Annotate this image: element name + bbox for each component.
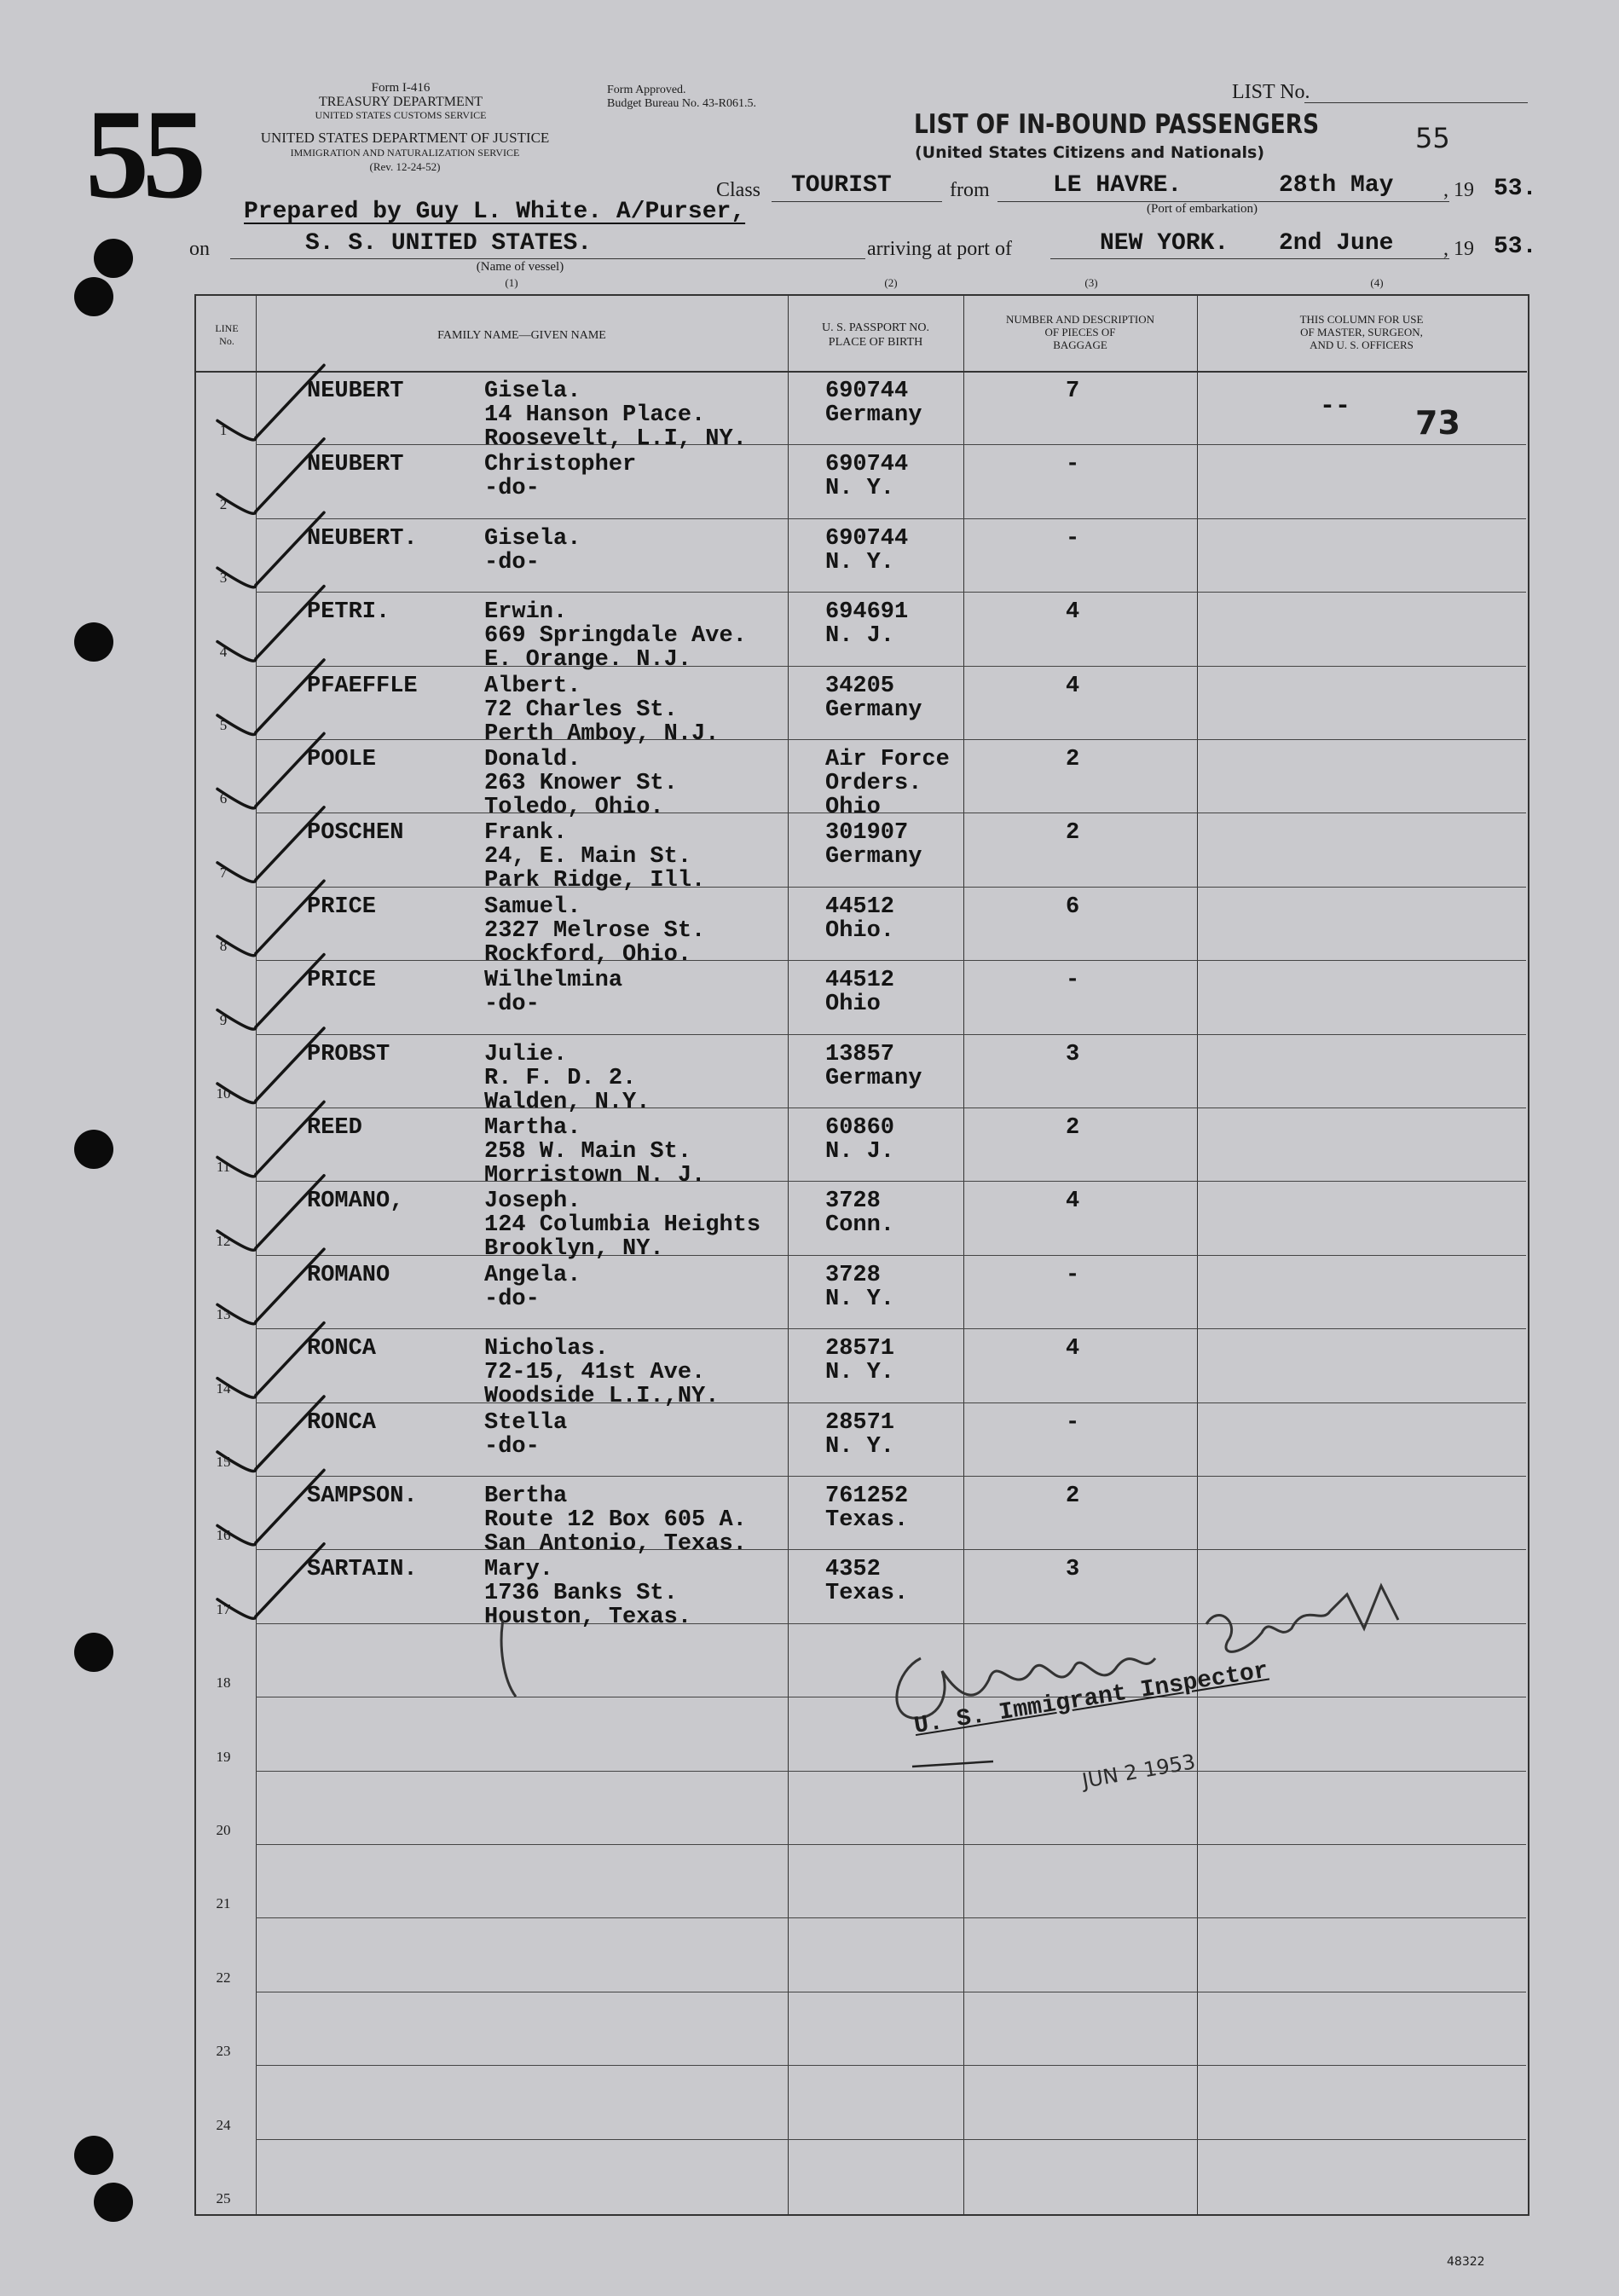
line-number: 11 <box>216 1159 231 1176</box>
given-name-address: Nicholas. 72-15, 41st Ave. Woodside L.I.,NY. <box>484 1336 720 1410</box>
line-number: 9 <box>219 1011 228 1028</box>
stamp-date: JUN 2 1953 <box>1080 1749 1198 1793</box>
customs-service: UNITED STATES CUSTOMS SERVICE <box>315 109 487 121</box>
passport-birthplace: 34205 Germany <box>825 673 922 723</box>
budget-bureau: Budget Bureau No. 43-R061.5. <box>607 97 756 110</box>
check-mark <box>217 1176 324 1251</box>
passport-birthplace: 690744 N. Y. <box>825 525 909 575</box>
header-passport: U. S. PASSPORT NO. PLACE OF BIRTH <box>822 321 929 349</box>
page-number-stamp: 55 <box>85 84 199 225</box>
family-name: PETRI. <box>307 599 390 626</box>
form-code: 48322 <box>1447 2255 1485 2269</box>
family-name: SARTAIN. <box>307 1557 418 1583</box>
check-mark <box>217 439 324 514</box>
line-number: 20 <box>216 1822 231 1838</box>
baggage-count: 4 <box>1066 673 1080 699</box>
given-name-address: Erwin. 669 Springdale Ave. E. Orange. N.J. <box>484 599 747 674</box>
baggage-count: - <box>1066 1262 1080 1288</box>
line-number: 7 <box>219 864 228 881</box>
baggage-count: - <box>1066 1409 1080 1436</box>
family-name: SAMPSON. <box>307 1483 418 1509</box>
check-mark <box>217 1470 324 1545</box>
family-name: POSCHEN <box>307 820 404 847</box>
line-number: 21 <box>216 1895 231 1912</box>
passport-birthplace: 694691 N. J. <box>825 599 909 650</box>
header-line-no: LINE No. <box>215 322 239 347</box>
line-number: 16 <box>216 1527 231 1544</box>
line-number: 5 <box>219 717 228 733</box>
officer-note-dash: -- <box>1320 392 1351 421</box>
officer-note-count: 73 <box>1415 404 1460 442</box>
check-mark <box>217 1544 324 1619</box>
line-number: 19 <box>216 1748 231 1765</box>
family-name: NEUBERT. <box>307 525 418 552</box>
on-label: on <box>189 238 210 260</box>
passport-birthplace: 44512 Ohio. <box>825 894 895 944</box>
passport-birthplace: 44512 Ohio <box>825 968 895 1018</box>
year-prefix-2: , 19 <box>1443 238 1474 260</box>
check-mark <box>217 1323 324 1398</box>
check-mark <box>217 1028 324 1103</box>
line-number: 4 <box>219 643 228 660</box>
given-name-address: Julie. R. F. D. 2. Walden, N.Y. <box>484 1041 650 1115</box>
given-name-address: Albert. 72 Charles St. Perth Amboy, N.J. <box>484 673 720 747</box>
line-number: 12 <box>216 1232 231 1249</box>
line-number: 8 <box>219 938 228 955</box>
baggage-count: - <box>1066 525 1080 552</box>
embarkation-year: 53. <box>1494 176 1537 202</box>
given-name-address: Mary. 1736 Banks St. Houston, Texas. <box>484 1557 692 1631</box>
passport-birthplace: 13857 Germany <box>825 1041 922 1091</box>
class-value: TOURIST <box>791 172 892 199</box>
check-mark <box>217 807 324 882</box>
given-name-address: Bertha Route 12 Box 605 A. San Antonio, Texas. <box>484 1483 747 1557</box>
line-number: 3 <box>219 570 228 587</box>
baggage-count: 2 <box>1066 1115 1080 1141</box>
passport-birthplace: 3728 N. Y. <box>825 1262 895 1312</box>
given-name-address: Christopher -do- <box>484 452 637 502</box>
passport-birthplace: 761252 Texas. <box>825 1483 909 1533</box>
check-mark <box>217 512 324 587</box>
baggage-count: - <box>1066 452 1080 478</box>
arrival-port: NEW YORK. <box>1100 230 1229 257</box>
col-number-4: (4) <box>1370 276 1384 289</box>
baggage-count: 3 <box>1066 1557 1080 1583</box>
check-mark <box>217 660 324 735</box>
col-number-3: (3) <box>1084 276 1098 289</box>
check-mark <box>217 1102 324 1177</box>
family-name: NEUBERT <box>307 452 404 478</box>
line-number: 14 <box>216 1379 231 1397</box>
given-name-address: Martha. 258 W. Main St. Morristown N. J. <box>484 1115 706 1188</box>
line-number: 18 <box>216 1674 231 1692</box>
line-number: 1 <box>219 422 228 439</box>
baggage-count: 4 <box>1066 1188 1080 1215</box>
treasury-dept: TREASURY DEPARTMENT <box>318 95 483 109</box>
from-label: from <box>950 179 990 201</box>
col-number-1: (1) <box>505 276 518 289</box>
line-number: 17 <box>216 1600 231 1617</box>
baggage-count: 7 <box>1066 379 1080 404</box>
passport-birthplace: 4352 Texas. <box>825 1557 909 1607</box>
inspector-signature <box>501 1586 1398 1718</box>
class-label: Class <box>716 179 761 201</box>
given-name-address: Donald. 263 Knower St. Toledo, Ohio. <box>484 747 678 820</box>
baggage-count: 6 <box>1066 894 1080 920</box>
vessel-caption: (Name of vessel) <box>476 260 564 274</box>
vessel-name: S. S. UNITED STATES. <box>305 230 593 257</box>
baggage-count: 2 <box>1066 1483 1080 1509</box>
check-mark <box>217 881 324 956</box>
passport-birthplace: 60860 N. J. <box>825 1115 895 1165</box>
line-number: 23 <box>216 2043 231 2060</box>
family-name: PFAEFFLE <box>307 673 418 699</box>
given-name-address: Gisela. 14 Hanson Place. Roosevelt, L.I, NY. <box>484 379 747 452</box>
family-name: PRICE <box>307 968 377 994</box>
family-name: PRICE <box>307 894 377 920</box>
family-name: ROMANO, <box>307 1188 404 1215</box>
family-name: REED <box>307 1115 362 1141</box>
port-caption: (Port of embarkation) <box>1147 202 1258 216</box>
header-name: FAMILY NAME—GIVEN NAME <box>437 329 606 342</box>
passport-birthplace: 690744 N. Y. <box>825 452 909 502</box>
line-number: 2 <box>219 495 228 512</box>
baggage-count: 2 <box>1066 820 1080 847</box>
col-number-2: (2) <box>884 276 898 289</box>
line-number: 10 <box>216 1085 231 1102</box>
check-mark <box>217 1249 324 1324</box>
immigration-service: IMMIGRATION AND NATURALIZATION SERVICE <box>290 147 520 159</box>
year-prefix-1: , 19 <box>1443 179 1474 201</box>
check-mark <box>217 365 324 440</box>
passport-birthplace: 28571 N. Y. <box>825 1409 895 1460</box>
passport-birthplace: 690744 Germany <box>825 379 922 428</box>
family-name: RONCA <box>307 1409 377 1436</box>
arrival-year: 53. <box>1494 234 1537 260</box>
given-name-address: Stella -do- <box>484 1409 568 1460</box>
header-officers: THIS COLUMN FOR USE OF MASTER, SURGEON, AND U. S. OFFICERS <box>1299 313 1424 351</box>
baggage-count: 4 <box>1066 1336 1080 1362</box>
line-number: 25 <box>216 2190 231 2206</box>
baggage-count: 2 <box>1066 747 1080 772</box>
form-revision: (Rev. 12-24-52) <box>369 160 441 173</box>
family-name: POOLE <box>307 747 377 772</box>
prepared-by: Prepared by Guy L. White. A/Purser, <box>244 199 746 225</box>
passport-birthplace: Air Force Orders. Ohio <box>825 747 950 820</box>
passport-birthplace: 301907 Germany <box>825 820 922 870</box>
passport-birthplace: 28571 N. Y. <box>825 1336 895 1386</box>
line-number: 6 <box>219 790 228 807</box>
arriving-label: arriving at port of <box>867 238 1012 260</box>
port-of-embarkation: LE HAVRE. <box>1053 172 1182 199</box>
check-mark <box>217 587 324 662</box>
header-baggage: NUMBER AND DESCRIPTION OF PIECES OF BAGGAGE <box>1005 313 1155 351</box>
family-name: NEUBERT <box>307 379 404 404</box>
page-subtitle: (United States Citizens and Nationals) <box>915 143 1265 162</box>
page-title: LIST OF IN-BOUND PASSENGERS <box>914 109 1320 140</box>
line-number: 15 <box>216 1454 231 1470</box>
passport-birthplace: 3728 Conn. <box>825 1188 895 1239</box>
list-no-label: LIST No. <box>1232 81 1310 103</box>
given-name-address: Gisela. -do- <box>484 525 581 575</box>
family-name: RONCA <box>307 1336 377 1362</box>
justice-dept: UNITED STATES DEPARTMENT OF JUSTICE <box>260 130 550 146</box>
arrival-date: 2nd June <box>1279 230 1394 257</box>
given-name-address: Frank. 24, E. Main St. Park Ridge, Ill. <box>484 820 706 894</box>
family-name: PROBST <box>307 1041 390 1067</box>
given-name-address: Samuel. 2327 Melrose St. Rockford, Ohio. <box>484 894 706 968</box>
line-number: 13 <box>216 1306 231 1323</box>
given-name-address: Joseph. 124 Columbia Heights Brooklyn, NY. <box>484 1188 761 1263</box>
baggage-count: 3 <box>1066 1041 1080 1067</box>
baggage-count: 4 <box>1066 599 1080 626</box>
check-mark <box>217 955 324 1030</box>
baggage-count: - <box>1066 968 1080 994</box>
check-mark <box>217 1397 324 1472</box>
line-number: 22 <box>216 1969 231 1986</box>
check-mark <box>217 733 324 808</box>
list-no-value: 55 <box>1415 122 1450 154</box>
line-number: 24 <box>216 2116 231 2133</box>
form-approved: Form Approved. <box>607 84 686 96</box>
given-name-address: Angela. -do- <box>484 1262 581 1312</box>
family-name: ROMANO <box>307 1262 390 1288</box>
embarkation-date: 28th May <box>1279 172 1394 199</box>
form-number: Form I-416 <box>371 81 431 95</box>
given-name-address: Wilhelmina -do- <box>484 968 623 1018</box>
inspector-stamp: U. S. Immigrant Inspector <box>912 1657 1270 1740</box>
